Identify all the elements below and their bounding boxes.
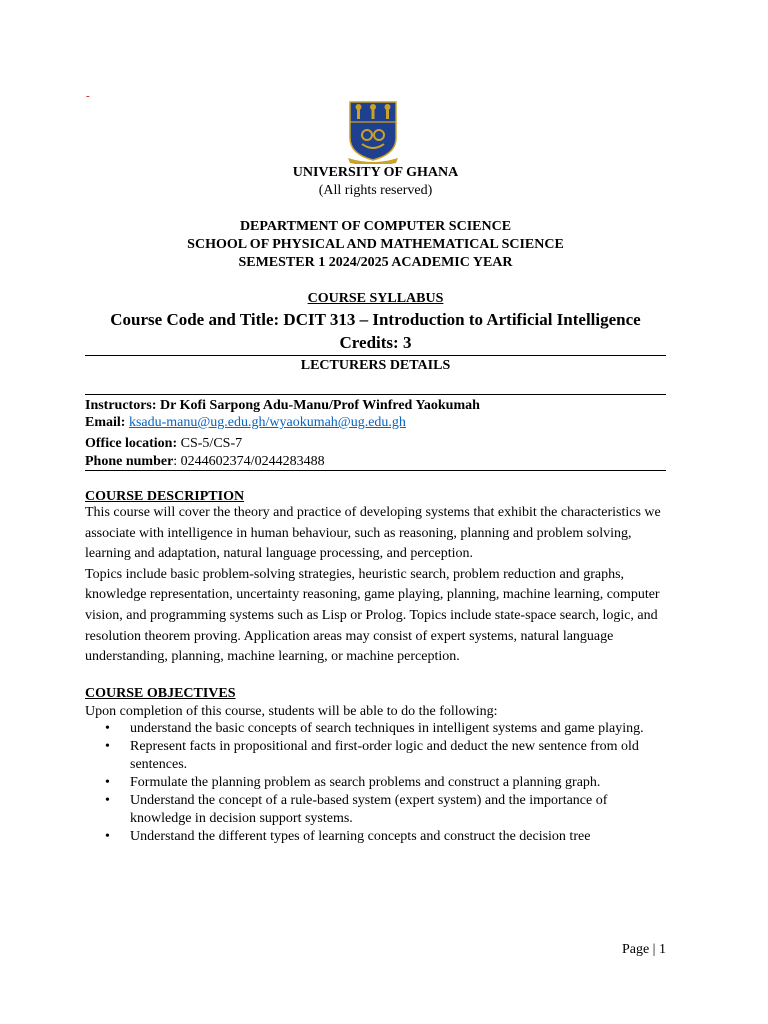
objectives-list	[85, 720, 645, 846]
syllabus-heading: COURSE SYLLABUS	[307, 291, 444, 306]
list-item: • Understand the concept of a rule-based system (expert system) and the importance of knowledge in decision support systems.	[105, 793, 608, 826]
semester-line: SEMESTER 1 2024/2025 ACADEMIC YEAR	[238, 255, 513, 270]
stray-mark: -	[86, 90, 90, 102]
list-item: • Formulate the planning problem as search problems and construct a planning graph.	[105, 775, 601, 790]
bullet-icon: •	[105, 739, 110, 754]
course-title: Course Code and Title: DCIT 313 – Introduction to Artificial Intelligence	[110, 310, 641, 329]
office-label: Office location:	[85, 436, 178, 451]
course-credits: Credits: 3	[339, 333, 412, 352]
lecturers-heading: LECTURERS DETAILS	[300, 358, 451, 373]
objectives-heading: COURSE OBJECTIVES	[85, 686, 236, 701]
office-line	[85, 434, 242, 453]
email-line	[85, 413, 406, 432]
school-name: SCHOOL OF PHYSICAL AND MATHEMATICAL SCIENCE	[187, 237, 564, 252]
list-item: • understand the basic concepts of search techniques in intelligent systems and game playing.	[105, 721, 644, 736]
description-paragraph-1: This course will cover the theory and practice of developing systems that exhibit the characteristics we associate with intelligence in human behaviour, such as reasoning, planning and problem solving, learning and adaptation, natural language processing, and perception.	[85, 505, 661, 562]
instructors-line: Instructors: Dr Kofi Sarpong Adu-Manu/Prof Winfred Yaokumah	[85, 398, 480, 413]
page-number: Page | 1	[621, 942, 666, 957]
divider-top	[85, 355, 666, 356]
list-item: • Represent facts in propositional and first-order logic and deduct the new sentence from old sentences.	[105, 739, 639, 772]
department-name: DEPARTMENT OF COMPUTER SCIENCE	[239, 219, 512, 234]
list-item: • Understand the different types of learning concepts and construct the decision tree	[105, 829, 591, 844]
office-value: CS-5/CS-7	[180, 436, 243, 451]
email-label: Email:	[85, 415, 126, 430]
email-link[interactable]: ksadu-manu@ug.edu.gh/wyaokumah@ug.edu.gh	[128, 415, 406, 430]
description-paragraph-2: Topics include basic problem-solving strategies, heuristic search, problem reduction and graphs, knowledge representation, uncertainty reasoning, game playing, planning, machine learning, computer vision, and programming systems such as Lisp or Prolog. Topics include state-space search, logic, and resolution theorem proving. Application areas may consist of expert systems, natural language understanding, planning, machine learning, or machine perception.	[85, 566, 660, 665]
phone-label: Phone number	[85, 454, 174, 469]
phone-line	[85, 452, 325, 471]
bullet-icon: •	[105, 721, 110, 736]
bullet-icon: •	[105, 829, 110, 844]
divider-bottom	[85, 470, 666, 471]
divider-lecturers	[85, 394, 666, 395]
rights-note: (All rights reserved)	[318, 183, 433, 198]
university-name: UNIVERSITY OF GHANA	[292, 165, 459, 180]
description-body	[85, 503, 666, 668]
bullet-icon: •	[105, 793, 110, 808]
description-heading: COURSE DESCRIPTION	[85, 489, 245, 504]
bullet-icon: •	[105, 775, 110, 790]
university-crest-logo	[346, 100, 400, 164]
objectives-intro: Upon completion of this course, students will be able to do the following:	[85, 704, 498, 719]
phone-value: : 0244602374/0244283488	[173, 454, 325, 469]
